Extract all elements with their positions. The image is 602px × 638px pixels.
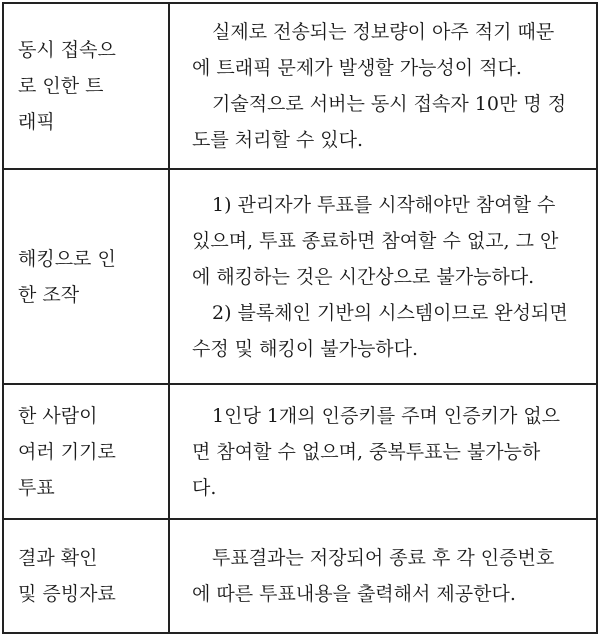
content-line: 기술적으로 서버는 동시 접속자 10만 명 정 [212, 93, 567, 115]
content-line: 에 해킹하는 것은 시간상으로 불가능하다. [192, 265, 535, 288]
label-line: 투표 [18, 476, 55, 499]
content-line: 수정 및 해킹이 불가능하다. [192, 337, 419, 360]
label-line: 한 사람이 [18, 404, 98, 427]
table-row [3, 384, 597, 519]
label-line: 해킹으로 인 [18, 247, 116, 270]
content-line: 있으며, 투표 종료하면 참여할 수 없고, 그 안 [192, 229, 559, 252]
row-label-concurrent-traffic [3, 3, 169, 169]
label-line: 로 인한 트 [18, 75, 104, 97]
row-content-result-evidence [169, 519, 597, 633]
label-line: 여러 기기로 [18, 440, 116, 463]
content-line: 면 참여할 수 없으며, 중복투표는 불가능하 [192, 440, 541, 463]
table-row [3, 519, 597, 633]
label-line: 및 증빙자료 [18, 583, 116, 605]
security-issues-table [2, 2, 598, 634]
row-content-concurrent-traffic [169, 3, 597, 169]
content-line: 에 트래픽 문제가 발생할 가능성이 적다. [192, 57, 522, 79]
label-line: 결과 확인 [18, 547, 98, 569]
label-line: 한 조작 [18, 283, 80, 306]
content-line: 1) 관리자가 투표를 시작해야만 참여할 수 [212, 193, 556, 216]
content-line: 2) 블록체인 기반의 시스템이므로 완성되면 [212, 301, 568, 324]
table-row [3, 169, 597, 384]
row-label-multi-device-voting [3, 384, 169, 519]
row-label-hacking-manipulation [3, 169, 169, 384]
content-line: 다. [192, 476, 217, 499]
content-line: 에 따른 투표내용을 출력해서 제공한다. [192, 583, 516, 605]
row-content-multi-device-voting [169, 384, 597, 519]
row-label-result-evidence [3, 519, 169, 633]
label-line: 래픽 [18, 111, 55, 133]
table-row [3, 3, 597, 169]
label-line: 동시 접속으 [18, 39, 116, 61]
row-content-hacking-manipulation [169, 169, 597, 384]
content-line: 투표결과는 저장되어 종료 후 각 인증번호 [212, 547, 555, 569]
content-line: 도를 처리할 수 있다. [192, 129, 363, 151]
content-line: 실제로 전송되는 정보량이 아주 적기 때문 [212, 21, 555, 43]
content-line: 1인당 1개의 인증키를 주며 인증키가 없으 [212, 404, 561, 427]
